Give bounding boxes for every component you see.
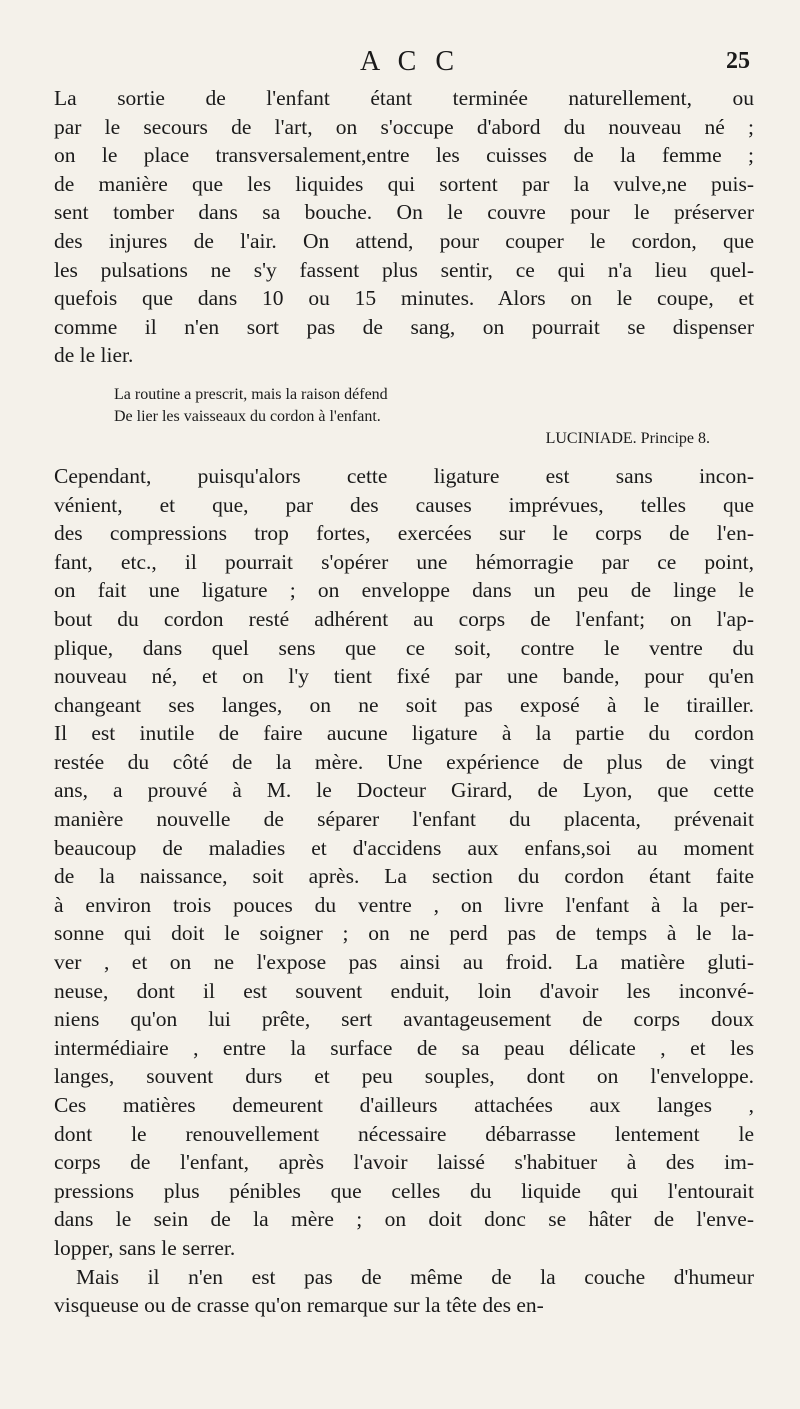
page-number: 25 — [726, 48, 750, 74]
body-text — [54, 84, 754, 1320]
text-line: fant, etc., il pourrait s'opérer une hémorragie par ce point, — [54, 549, 754, 574]
text-line: Ces matières demeurent d'ailleurs attachées aux langes , — [54, 1093, 754, 1117]
text-line: manière nouvelle de séparer l'enfant du placenta, prévenait — [54, 807, 754, 832]
text-line: visqueuse ou de crasse qu'on remarque sur la tête des en- — [54, 1293, 544, 1318]
text-line: ver , et on ne l'expose pas ainsi au froid. La matière gluti- — [54, 950, 754, 975]
text-line: langes, souvent durs et peu souples, dont on l'enveloppe. — [54, 1064, 754, 1089]
verse-line: La routine a prescrit, mais la raison défend — [114, 385, 388, 403]
text-line: bout du cordon resté adhérent au corps de l'enfant; on l'ap- — [54, 606, 754, 631]
text-line: pressions plus pénibles que celles du liquide qui l'entourait — [54, 1178, 754, 1203]
text-line: niens qu'on lui prête, sert avantageusement de corps doux — [54, 1007, 754, 1032]
text-line: corps de l'enfant, après l'avoir laissé s'habituer à des im- — [54, 1150, 754, 1175]
text-line: plique, dans quel sens que ce soit, contre le ventre du — [54, 635, 754, 660]
text-line: des compressions trop fortes, exercées sur le corps de l'en- — [54, 521, 754, 546]
text-line: les pulsations ne s'y fassent plus sentir, ce qui n'a lieu quel- — [54, 257, 754, 282]
text-line: beaucoup de maladies et d'accidens aux enfans,soi au moment — [54, 835, 754, 860]
text-line: La sortie de l'enfant étant terminée naturellement, ou — [54, 86, 754, 110]
text-line: Mais il n'en est pas de même de la couche d'humeur — [76, 1264, 754, 1289]
text-line: restée du côté de la mère. Une expérience de plus de vingt — [54, 749, 754, 774]
verse-line: De lier les vaisseaux du cordon à l'enfant. — [114, 407, 381, 425]
text-line: comme il n'en sort pas de sang, on pourrait se dispenser — [54, 314, 754, 339]
text-line: de le lier. — [54, 343, 134, 368]
text-line: nouveau né, et on l'y tient fixé par une bande, pour qu'en — [54, 664, 754, 689]
text-line: ans, a prouvé à M. le Docteur Girard, de Lyon, que cette — [54, 778, 754, 803]
text-line: Il est inutile de faire aucune ligature à la partie du cordon — [54, 721, 754, 746]
text-line: lopper, sans le serrer. — [54, 1235, 236, 1260]
paragraph-3 — [54, 1263, 754, 1320]
paragraph-2 — [54, 462, 754, 1263]
text-line: quefois que dans 10 ou 15 minutes. Alors on le coupe, et — [54, 286, 754, 311]
text-line: dans le sein de la mère ; on doit donc se hâter de l'enve- — [54, 1207, 754, 1232]
text-line: neuse, dont il est souvent enduit, loin d'avoir les inconvé- — [54, 978, 754, 1003]
running-head: A C C — [359, 46, 461, 77]
verse-quote — [114, 384, 754, 450]
verse-attribution: LUCINIADE. Principe 8. — [545, 429, 710, 447]
text-line: vénient, et que, par des causes imprévues, telles que — [54, 492, 754, 517]
text-line: de manière que les liquides qui sortent par la vulve,ne puis- — [54, 171, 754, 196]
page-header — [70, 46, 750, 86]
text-line: de la naissance, soit après. La section du cordon étant faite — [54, 864, 754, 889]
text-line: sent tomber dans sa bouche. On le couvre pour le préserver — [54, 200, 754, 225]
text-line: Cependant, puisqu'alors cette ligature est sans incon- — [54, 463, 754, 488]
text-line: intermédiaire , entre la surface de sa peau délicate , et les — [54, 1035, 754, 1060]
text-line: on le place transversalement,entre les cuisses de la femme ; — [54, 143, 754, 168]
text-line: on fait une ligature ; on enveloppe dans un peu de linge le — [54, 578, 754, 603]
text-line: dont le renouvellement nécessaire débarrasse lentement le — [54, 1121, 754, 1146]
paragraph-1 — [54, 84, 754, 370]
text-line: changeant ses langes, on ne soit pas exposé à le tirailler. — [54, 692, 754, 717]
text-line: à environ trois pouces du ventre , on livre l'enfant à la per- — [54, 892, 754, 917]
text-line: par le secours de l'art, on s'occupe d'abord du nouveau né ; — [54, 114, 754, 139]
text-line: sonne qui doit le soigner ; on ne perd pas de temps à le la- — [54, 921, 754, 946]
text-line: des injures de l'air. On attend, pour couper le cordon, que — [54, 228, 754, 253]
